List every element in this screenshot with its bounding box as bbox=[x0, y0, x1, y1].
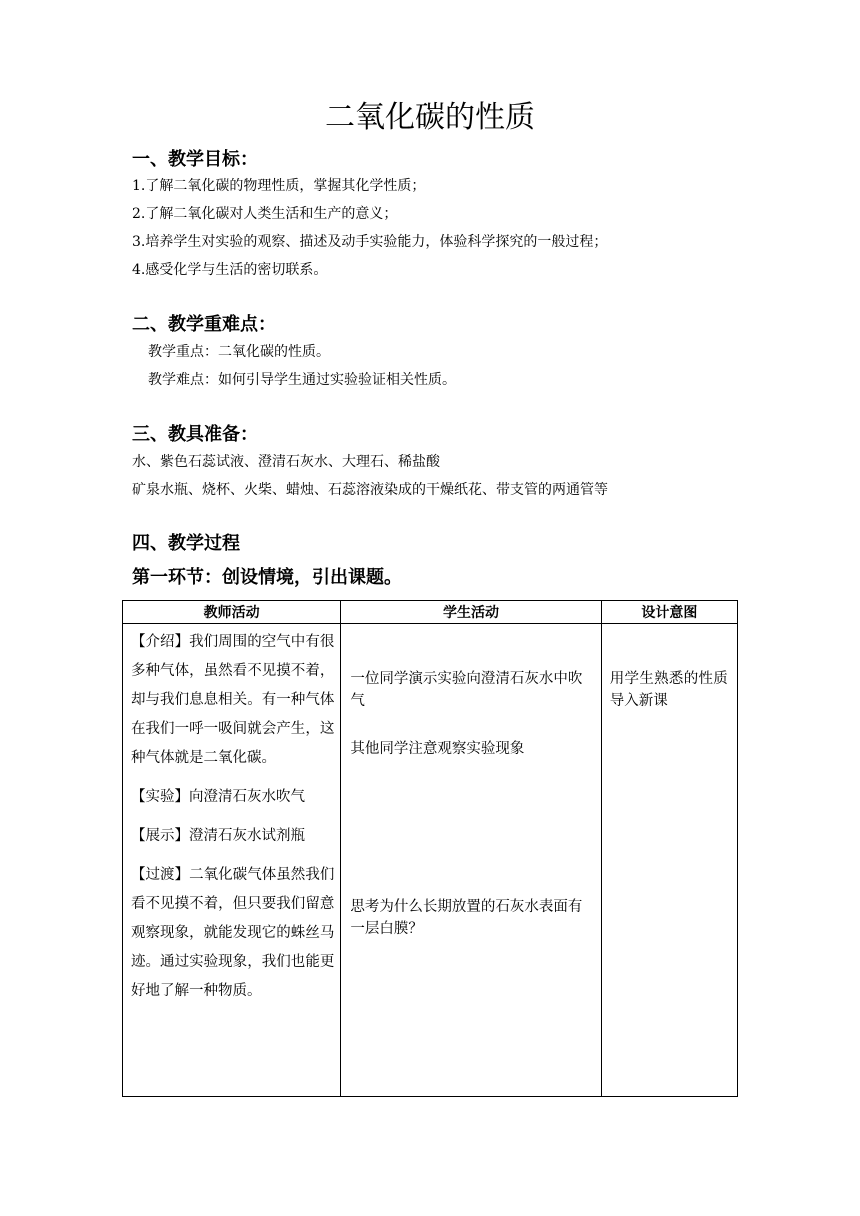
section-heading-materials: 三、教具准备： bbox=[132, 424, 258, 445]
teacher-display: 【展示】澄清石灰水试剂瓶 bbox=[131, 828, 305, 844]
student-observe: 其他同学注意观察实验现象 bbox=[350, 741, 525, 757]
teacher-intro: 【介绍】我们周围的空气中有很多种气体，虽然看不见摸不着，却与我们息息相关。有一种气体在我们一呼一吸间就会产生，这种气体就是二氧化碳。 bbox=[131, 634, 335, 766]
materials-line-2: 矿泉水瓶、烧杯、火柴、蜡烛、石蕊溶液染成的干燥纸花、带支管的两通管等 bbox=[132, 482, 608, 498]
section-heading-process: 四、教学过程 bbox=[132, 533, 240, 554]
key-point-item: 教学重点：二氧化碳的性质。 bbox=[148, 344, 330, 360]
stage-heading: 第一环节：创设情境，引出课题。 bbox=[132, 567, 402, 588]
objective-item-2: 2.了解二氧化碳对人类生活和生产的意义； bbox=[132, 206, 398, 222]
design-intent-text: 用学生熟悉的性质导入新课 bbox=[609, 671, 728, 709]
objective-item-3: 3.培养学生对实验的观察、描述及动手实验能力，体验科学探究的一般过程； bbox=[132, 234, 608, 250]
header-design-intent: 设计意图 bbox=[601, 601, 737, 624]
student-think: 思考为什么长期放置的石灰水表面有一层白膜？ bbox=[350, 899, 583, 937]
lesson-table bbox=[122, 600, 738, 1097]
difficulty-item: 教学难点：如何引导学生通过实验验证相关性质。 bbox=[148, 372, 456, 388]
objective-item-1: 1.了解二氧化碳的物理性质，掌握其化学性质； bbox=[132, 178, 426, 194]
table-header-row bbox=[123, 601, 738, 624]
table-row bbox=[123, 624, 738, 1097]
design-intent-cell bbox=[601, 624, 737, 1097]
student-demo: 一位同学演示实验向澄清石灰水中吹气 bbox=[350, 671, 583, 709]
section-heading-objectives: 一、教学目标： bbox=[132, 149, 258, 170]
teacher-experiment: 【实验】向澄清石灰水吹气 bbox=[131, 789, 305, 805]
objective-item-4: 4.感受化学与生活的密切联系。 bbox=[132, 262, 328, 278]
header-student-activity: 学生活动 bbox=[341, 601, 601, 624]
teacher-transition: 【过渡】二氧化碳气体虽然我们看不见摸不着，但只要我们留意观察现象，就能发现它的蛛丝马迹。通过实验现象，我们也能更好地了解一种物质。 bbox=[131, 867, 335, 999]
student-activity-cell bbox=[341, 624, 601, 1097]
teacher-activity-cell bbox=[123, 624, 341, 1097]
materials-line-1: 水、紫色石蕊试液、澄清石灰水、大理石、稀盐酸 bbox=[132, 454, 440, 470]
section-heading-key-points: 二、教学重难点： bbox=[132, 314, 276, 335]
header-teacher-activity: 教师活动 bbox=[123, 601, 341, 624]
page-title: 二氧化碳的性质 bbox=[325, 100, 535, 135]
